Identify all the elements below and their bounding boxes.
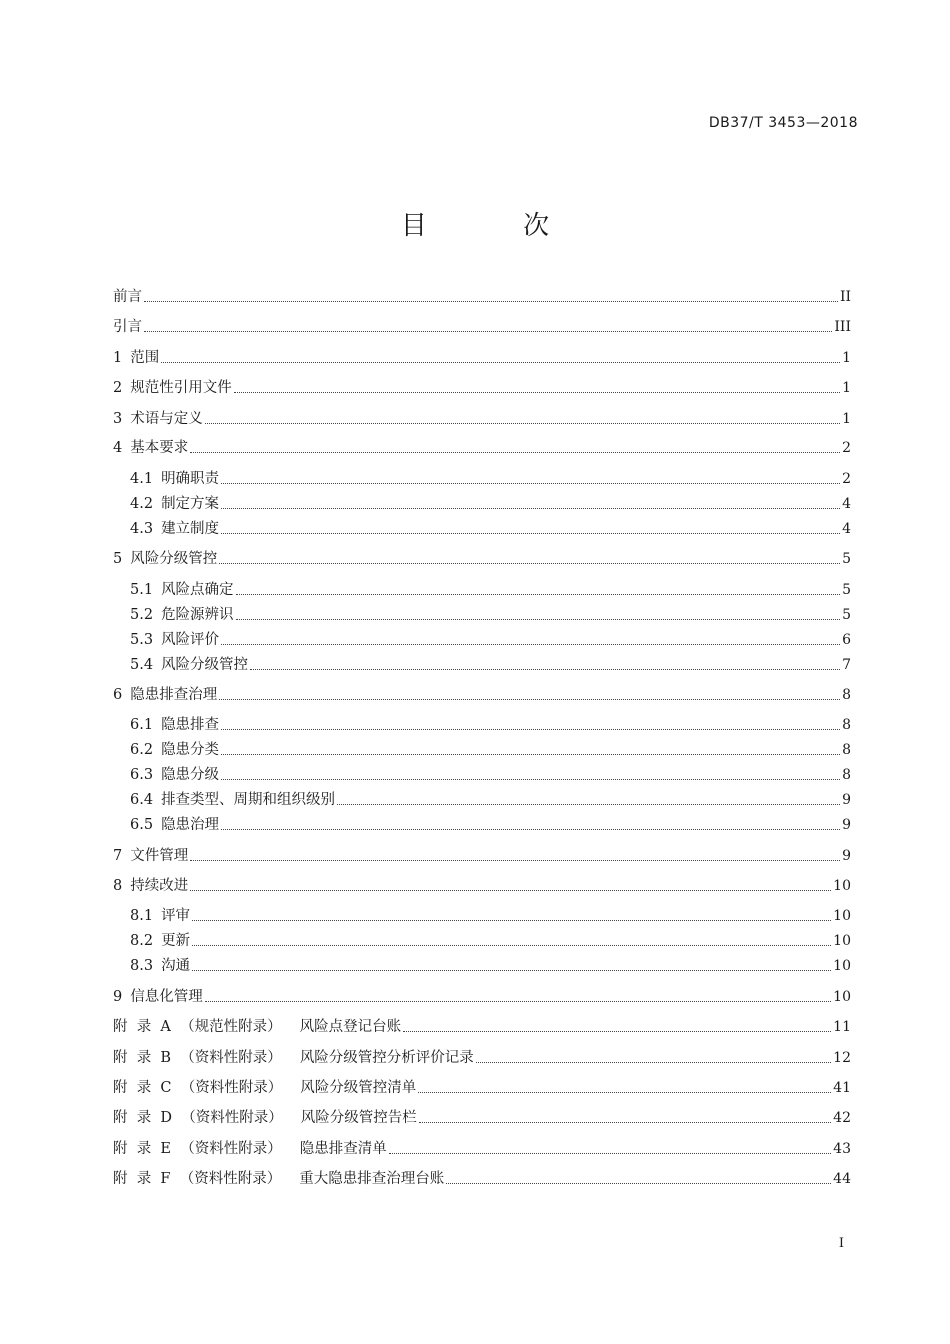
toc-entry-page: 6 [842,632,851,648]
toc-entry[interactable] [113,1016,851,1038]
toc-leader-dots [144,301,838,302]
toc-entry-label: 危险源辨识 [161,607,234,623]
toc-entry[interactable] [113,408,851,430]
toc-leader-dots [403,1031,831,1032]
toc-entry-page: 11 [833,1019,851,1035]
toc-entry-number: 8 [113,878,123,894]
toc-entry-number: 9 [113,989,123,1005]
toc-entry-page: 10 [833,958,851,974]
toc-entry-label: 风险分级管控 [161,657,249,673]
toc-leader-dots [418,1092,831,1093]
toc-leader-dots [419,1122,831,1123]
toc-entry-number: 4.2 [130,496,154,512]
toc-entry-number: 附 录 C （资料性附录） [113,1080,283,1096]
toc-entry-page: 9 [842,792,851,808]
toc-entry-page: 10 [833,908,851,924]
toc-entry-label: 更新 [161,933,191,949]
toc-leader-dots [476,1062,831,1063]
toc-entry[interactable] [130,518,851,540]
toc-entry-label: 隐患治理 [161,817,220,833]
toc-leader-dots [221,779,840,780]
toc-entry-label: 隐患排查治理 [130,687,218,703]
toc-entry-number: 7 [113,848,123,864]
toc-entry-page: 5 [842,582,851,598]
toc-entry-label: 风险点登记台账 [299,1019,402,1035]
page-title: 目 次 [400,211,594,241]
toc-entry-label: 隐患排查 [161,717,220,733]
toc-entry[interactable] [113,437,851,459]
toc-entry-number: 6.3 [130,767,154,783]
toc-entry-label: 评审 [161,908,191,924]
toc-entry-label: 风险分级管控清单 [300,1080,417,1096]
toc-leader-dots [234,392,840,393]
toc-entry[interactable] [113,1047,851,1069]
toc-entry[interactable] [130,930,851,952]
toc-leader-dots [236,619,841,620]
toc-entry[interactable] [130,789,851,811]
toc-entry-label: 制定方案 [161,496,220,512]
toc-entry[interactable] [113,1107,851,1129]
toc-entry-label: 持续改进 [130,878,189,894]
toc-leader-dots [205,423,840,424]
toc-entry-label: 建立制度 [161,521,220,537]
toc-leader-dots [236,594,841,595]
toc-leader-dots [190,452,840,453]
toc-entry-page: 2 [842,440,851,456]
toc-leader-dots [446,1183,831,1184]
toc-entry-number: 2 [113,380,123,396]
toc-entry-label: 术语与定义 [130,411,203,427]
toc-entry-number: 附 录 B （资料性附录） [113,1050,282,1066]
toc-entry-page: 42 [833,1110,851,1126]
toc-entry-number: 附 录 F （资料性附录） [113,1171,282,1187]
toc-entry-number: 5.1 [130,582,154,598]
toc-entry[interactable] [113,845,851,867]
toc-entry-label: 风险分级管控分析评价记录 [299,1050,474,1066]
toc-entry-label: 沟通 [161,958,191,974]
toc-entry-label: 风险分级管控 [130,551,218,567]
toc-entry-number: 附 录 A （规范性附录） [113,1019,282,1035]
toc-entry-page: 5 [842,551,851,567]
toc-leader-dots [190,860,840,861]
toc-entry-number: 6.5 [130,817,154,833]
toc-leader-dots [221,729,840,730]
toc-entry-number: 6.2 [130,742,154,758]
toc-entry-page: 4 [842,496,851,512]
toc-entry-label: 排查类型、周期和组织级别 [161,792,336,808]
toc-entry-number: 5.4 [130,657,154,673]
toc-entry[interactable] [113,377,851,399]
toc-entry[interactable] [113,286,851,308]
toc-entry[interactable] [113,684,851,706]
toc-entry[interactable] [113,1138,851,1160]
toc-entry-number: 4.3 [130,521,154,537]
toc-leader-dots [219,699,840,700]
toc-entry-label: 范围 [130,350,160,366]
toc-leader-dots [221,644,840,645]
toc-entry[interactable] [130,764,851,786]
toc-leader-dots [161,362,840,363]
toc-entry-page: 9 [842,848,851,864]
toc-entry[interactable] [113,986,851,1008]
toc-leader-dots [389,1153,831,1154]
toc-leader-dots [190,890,831,891]
toc-entry-number: 5.2 [130,607,154,623]
toc-leader-dots [221,483,840,484]
toc-entry[interactable] [130,955,851,977]
toc-entry[interactable] [130,905,851,927]
toc-entry-label: 规范性引用文件 [130,380,232,396]
toc-entry[interactable] [113,548,851,570]
toc-entry-page: 12 [833,1050,851,1066]
toc-entry-number: 5 [113,551,123,567]
toc-entry-page: 9 [842,817,851,833]
toc-entry-number: 6 [113,687,123,703]
toc-entry-page: 1 [842,411,851,427]
toc-entry-page: 8 [842,687,851,703]
toc-entry[interactable] [130,579,851,601]
toc-leader-dots [219,563,840,564]
toc-entry-page: 43 [833,1141,851,1157]
toc-entry-page: 7 [842,657,851,673]
toc-entry-label: 重大隐患排查治理台账 [299,1171,445,1187]
toc-entry-page: 5 [842,607,851,623]
toc-entry-page: III [834,319,851,335]
toc-entry[interactable] [130,714,851,736]
toc-leader-dots [144,331,832,332]
toc-entry-number: 4 [113,440,123,456]
toc-leader-dots [250,669,840,670]
toc-entry-number: 6.4 [130,792,154,808]
toc-entry-label: 风险评价 [161,632,220,648]
toc-entry-page: 4 [842,521,851,537]
toc-entry-page: 44 [833,1171,851,1187]
toc-entry-label: 明确职责 [161,471,220,487]
toc-entry-label: 前言 [113,289,142,305]
toc-leader-dots [205,1001,831,1002]
toc-entry-label: 文件管理 [130,848,189,864]
toc-leader-dots [192,920,831,921]
toc-entry-page: 2 [842,471,851,487]
toc-entry[interactable] [113,347,851,369]
toc-entry-page: 8 [842,717,851,733]
toc-entry-number: 3 [113,411,123,427]
toc-entry[interactable] [130,654,851,676]
toc-leader-dots [221,533,840,534]
document-code: DB37/T 3453—2018 [708,115,858,131]
toc-entry[interactable] [130,468,851,490]
toc-leader-dots [221,508,840,509]
toc-entry[interactable] [113,1077,851,1099]
toc-leader-dots [221,754,840,755]
toc-entry[interactable] [113,316,851,338]
toc-entry-page: 41 [833,1080,851,1096]
toc-entry[interactable] [113,875,851,897]
toc-entry-label: 隐患分类 [161,742,220,758]
toc-entry-page: 8 [842,742,851,758]
toc-entry-number: 5.3 [130,632,154,648]
toc-entry-label: 信息化管理 [130,989,203,1005]
toc-entry-label: 隐患分级 [161,767,220,783]
toc-entry[interactable] [113,1168,851,1190]
toc-entry-label: 风险分级管控告栏 [300,1110,417,1126]
toc-entry[interactable] [130,814,851,836]
toc-entry-page: 1 [842,380,851,396]
toc-leader-dots [192,945,831,946]
toc-entry-number: 8.3 [130,958,154,974]
toc-entry[interactable] [130,493,851,515]
toc-entry-number: 8.2 [130,933,154,949]
toc-entry-page: 8 [842,767,851,783]
toc-leader-dots [192,970,831,971]
toc-entry-number: 附 录 D （资料性附录） [113,1110,283,1126]
toc-entry[interactable] [130,604,851,626]
toc-entry-label: 引言 [113,319,142,335]
toc-entry-page: 10 [833,989,851,1005]
toc-entry-page: 10 [833,933,851,949]
toc-entry-label: 风险点确定 [161,582,234,598]
toc-entry-label: 隐患排查清单 [299,1141,387,1157]
toc-leader-dots [337,804,840,805]
toc-leader-dots [221,829,840,830]
toc-entry-number: 8.1 [130,908,154,924]
page-number: I [838,1236,844,1251]
toc-entry-label: 基本要求 [130,440,189,456]
toc-entry-number: 附 录 E （资料性附录） [113,1141,282,1157]
toc-entry-page: 1 [842,350,851,366]
toc-entry-page: 10 [833,878,851,894]
toc-entry-number: 6.1 [130,717,154,733]
toc-entry-number: 1 [113,350,123,366]
toc-entry[interactable] [130,629,851,651]
toc-entry[interactable] [130,739,851,761]
toc-entry-number: 4.1 [130,471,154,487]
toc-entry-page: II [839,289,851,305]
